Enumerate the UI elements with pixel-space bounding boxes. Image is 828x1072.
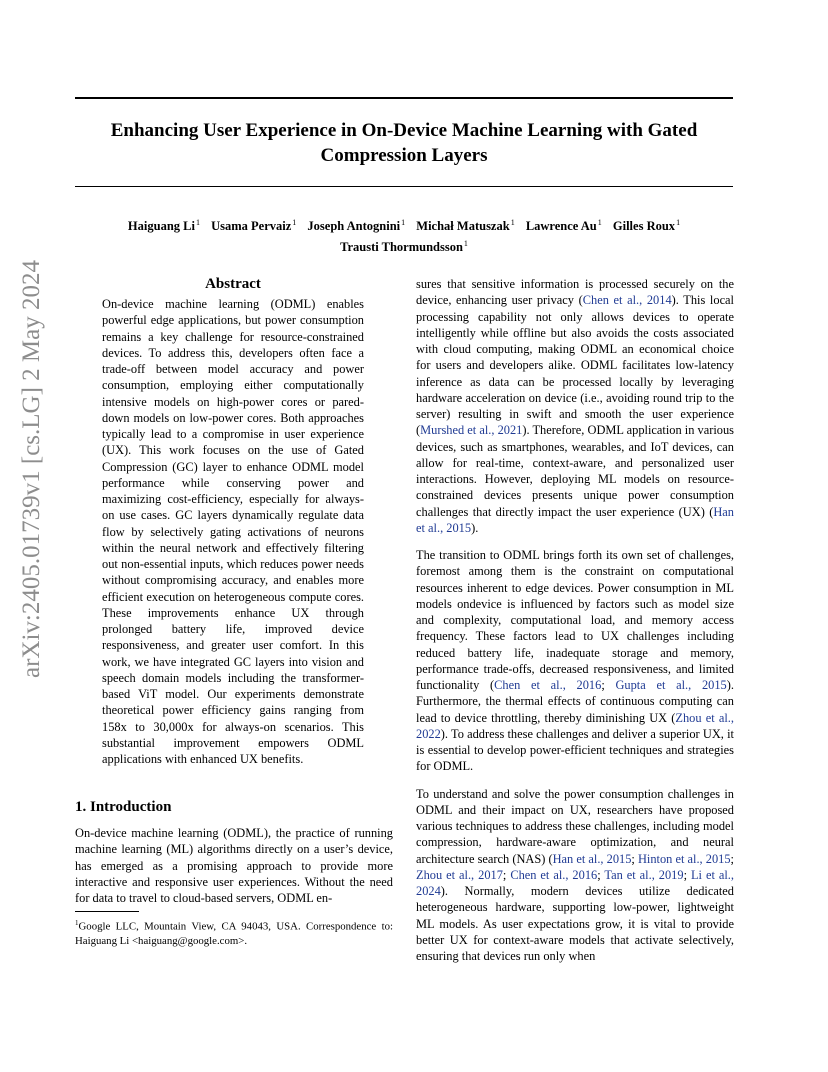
author: Usama Pervaiz$^1$ (211, 218, 297, 234)
citation-link[interactable]: Li et al., 2024 (416, 867, 734, 898)
citation-link[interactable]: Zhou et al., 2017 (416, 867, 503, 882)
paragraph-text: ). (471, 520, 479, 535)
paragraph-text: ; (597, 867, 605, 882)
abstract-heading: Abstract (205, 276, 261, 292)
citation-link[interactable]: Chen et al., 2014 (582, 293, 672, 308)
paragraph-text: ; (601, 678, 616, 692)
paragraph-text: sures that sensitive information is processed securely on the device, enhancing user privacy ( (416, 277, 734, 308)
paragraph-text: ). Normally, modern devices utilize dedicated heterogeneous hardware, supporting low-power, lightweight ML models. As user expectations grow, it is vital to provide better UX for context-aware models that activate selectively, ensuring that devices run only when (416, 884, 734, 963)
affiliation-footnote (75, 916, 393, 948)
paragraph-text: ). Therefore, ODML application in various devices, such as smartphones, wearables, and IoT devices, can allow for real-time, context-aware, and personalized user interactions. However, deploying ML models on resource-constrained devices presents unique power consumption challenges that directly impact the user experience (UX) ( (416, 423, 734, 519)
right-column (416, 276, 734, 975)
citation-link[interactable]: Chen et al., 2016 (510, 867, 598, 882)
title-top-rule (75, 97, 733, 99)
paragraph-text: ). Furthermore, the thermal effects of continuous computing can lead to device throttling, thereby diminishing UX ( (416, 678, 734, 725)
paper-title (75, 118, 733, 168)
citation-link[interactable]: Han et al., 2015 (416, 504, 734, 535)
arxiv-identifier-stamp: arXiv:2405.01739v1 [cs.LG] 2 May 2024 (18, 260, 45, 678)
citation-link[interactable]: Han et al., 2015 (552, 851, 632, 866)
paragraph-text: ; (683, 867, 691, 882)
citation-link[interactable]: Zhou et al., 2022 (416, 710, 735, 741)
right-column-paragraph-3 (416, 786, 734, 965)
introduction-paragraph-1: On-device machine learning (ODML), the practice of running machine learning (ML) algorithms directly on a user’s device, has emerged as a promising approach to provide more interactive and responsive user experiences. Without the need for data to travel to cloud-based servers, ODML en- (75, 826, 393, 905)
citation-link[interactable]: Hinton et al., 2015 (637, 851, 731, 866)
paragraph-text: To understand and solve the power consumption challenges in ODML and their impact on UX, researchers have proposed various techniques to address these challenges, including model compression, hardware-aware optimization, and neural architecture search (NAS) ( (416, 786, 734, 866)
citation-link[interactable]: Gupta et al., 2015 (615, 678, 727, 692)
footnote-text: Google LLC, Mountain View, CA 94043, USA. Correspondence to: Haiguang Li <haiguang@google.com>. (75, 920, 393, 947)
title-line-2: Compression Layers (320, 145, 488, 166)
author: Haiguang Li$^1$ (127, 218, 200, 234)
right-column-paragraph-2 (416, 547, 734, 775)
footnote-mark: 1 (75, 919, 79, 927)
author-line-1 (75, 214, 733, 235)
author: Michał Matuszak$^1$ (416, 218, 515, 234)
introduction-heading: 1. Introduction (75, 799, 172, 815)
title-line-1: Enhancing User Experience in On-Device Machine Learning with Gated (110, 120, 698, 141)
author: Joseph Antognini$^1$ (307, 218, 406, 234)
paragraph-text: ). To address these challenges and deliver a superior UX, it is essential to develop power-efficient techniques and strategies for ODML. (416, 726, 734, 774)
paragraph-text: The transition to ODML brings forth its own set of challenges, foremost among them is the constraint on computational resources inherent to edge devices. Power consumption in ML models ondevice is influenced by factors such as model size and complexity, computational load, and memory access frequency. These factors lead to UX challenges including reduced battery life, inadequate storage and memory, performance trade-offs, decreased responsiveness, and limited functionality ( (416, 548, 734, 692)
citation-link[interactable]: Murshed et al., 2021 (420, 423, 523, 438)
title-bottom-rule (75, 186, 733, 187)
author: Trausti Thormundsson$^1$ (340, 239, 468, 255)
right-column-paragraph-1 (416, 276, 734, 536)
abstract-body: On-device machine learning (ODML) enables powerful edge applications, but power consumption remains a key challenge for resource-constrained devices. To address this, developers often face a trade-off between model accuracy and power consumption, employing either computationally intensive models on high-power cores or pared-down models on low-power cores. Both approaches typically lead to a compromise in user experience (UX). This work focuses on the use of Gated Compression (GC) layer to enhance ODML model performance while conserving power and maximizing cost-efficiency, especially for always-on use cases. GC layers dynamically regulate data flow by selectively gating activations of neurons within the neural network and effectively filtering out non-essential inputs, which reduces power needs without compromising accuracy, and enables more efficient execution on heterogeneous compute cores. These improvements enhance UX through prolonged battery life, improved device responsiveness, and greater user comfort. In this work, we have integrated GC layers into vision and speech domain models including the transformer-based ViT model. Our experiments demonstrate theoretical power efficiency gains ranging from 158x to 30,000x for always-on scenarios. This substantial improvement empowers ODML applications with enhanced UX benefits. (102, 297, 364, 766)
paragraph-text: ; (631, 851, 638, 866)
author-line-2 (75, 235, 733, 256)
author-list (75, 214, 733, 256)
author: Lawrence Au$^1$ (525, 218, 602, 234)
footnote-rule (75, 911, 139, 912)
citation-link[interactable]: Tan et al., 2019 (604, 867, 684, 882)
paragraph-text: ; (502, 867, 511, 882)
paragraph-text: ; (730, 851, 734, 866)
author: Gilles Roux$^1$ (612, 218, 681, 234)
citation-link[interactable]: Chen et al., 2016 (494, 678, 602, 692)
paragraph-text: ). This local processing capability not only allows devices to operate intelligently while offline but also avoids the costs associated with cloud computing, making ODML an economical choice for users and developers alike. ODML facilitates low-latency inference as data can be processed locally by leveraging hardware acceleration on device (i.e., avoiding round trip to the server) resulting in swift and smooth the user experience ( (416, 293, 735, 438)
